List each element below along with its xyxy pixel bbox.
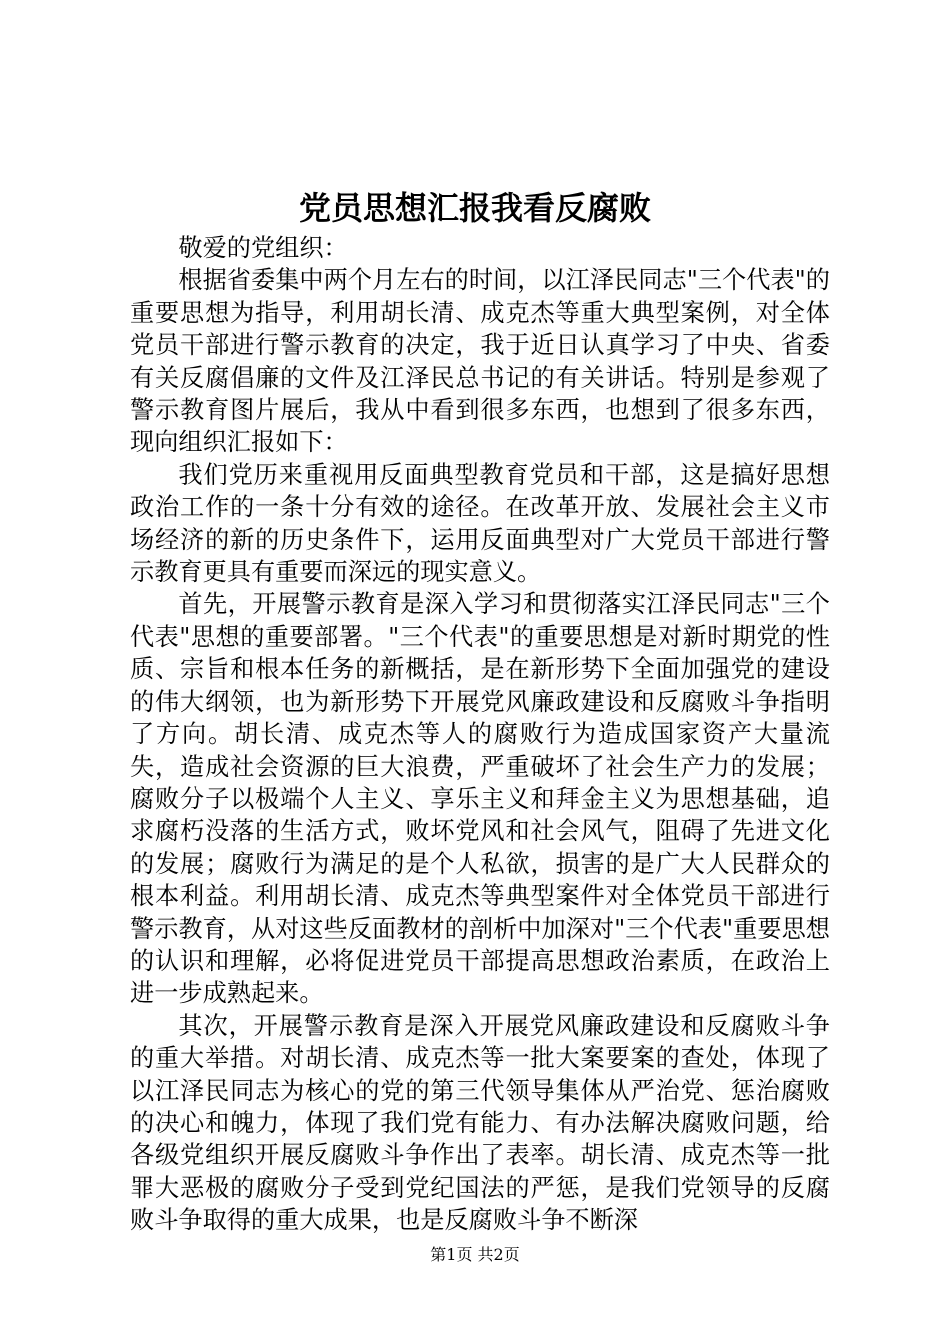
paragraph-4: 其次，开展警示教育是深入开展党风廉政建设和反腐败斗争的重大举措。对胡长清、成克杰等一批大案要案的查处，体现了以江泽民同志为核心的党的第三代领导集体从严治党、惩治腐败的决心和魄力，体现了我们党有能力、有办法解决腐败问题，给各级党组织开展反腐败斗争作出了表率。胡长清、成克杰等一批罪大恶极的腐败分子受到党纪国法的严惩，是我们党领导的反腐败斗争取得的重大成果，也是反腐败斗争不断深 bbox=[130, 1011, 830, 1235]
paragraph-3: 首先，开展警示教育是深入学习和贯彻落实江泽民同志"三个代表"思想的重要部署。"三个代表"的重要思想是对新时期党的性质、宗旨和根本任务的新概括，是在新形势下全面加强党的建设的伟大纲领，也为新形势下开展党风廉政建设和反腐败斗争指明了方向。胡长清、成克杰等人的腐败行为造成国家资产大量流失，造成社会资源的巨大浪费，严重破坏了社会生产力的发展；腐败分子以极端个人主义、享乐主义和拜金主义为思想基础，追求腐朽没落的生活方式，败坏党风和社会风气，阻碍了先进文化的发展；腐败行为满足的是个人私欲，损害的是广大人民群众的根本利益。利用胡长清、成克杰等典型案件对全体党员干部进行警示教育，从对这些反面教材的剖析中加深对"三个代表"重要思想的认识和理解，必将促进党员干部提高思想政治素质，在政治上进一步成熟起来。 bbox=[130, 590, 830, 1008]
salutation: 敬爱的党组织： bbox=[178, 234, 348, 262]
document-body bbox=[130, 232, 830, 1237]
paragraph-1: 根据省委集中两个月左右的时间，以江泽民同志"三个代表"的重要思想为指导，利用胡长清、成克杰等重大典型案例，对全体党员干部进行警示教育的决定，我于近日认真学习了中央、省委有关反腐倡廉的文件及江泽民总书记的有关讲话。特别是参观了警示教育图片展后，我从中看到很多东西，也想到了很多东西，现向组织汇报如下： bbox=[130, 266, 830, 457]
page-footer: 第1页 共2页 bbox=[430, 1245, 520, 1264]
page-title: 党员思想汇报我看反腐败 bbox=[298, 189, 651, 227]
paragraph-2: 我们党历来重视用反面典型教育党员和干部，这是搞好思想政治工作的一条十分有效的途径。在改革开放、发展社会主义市场经济的新的历史条件下，运用反面典型对广大党员干部进行警示教育更具有重要而深远的现实意义。 bbox=[130, 460, 830, 587]
